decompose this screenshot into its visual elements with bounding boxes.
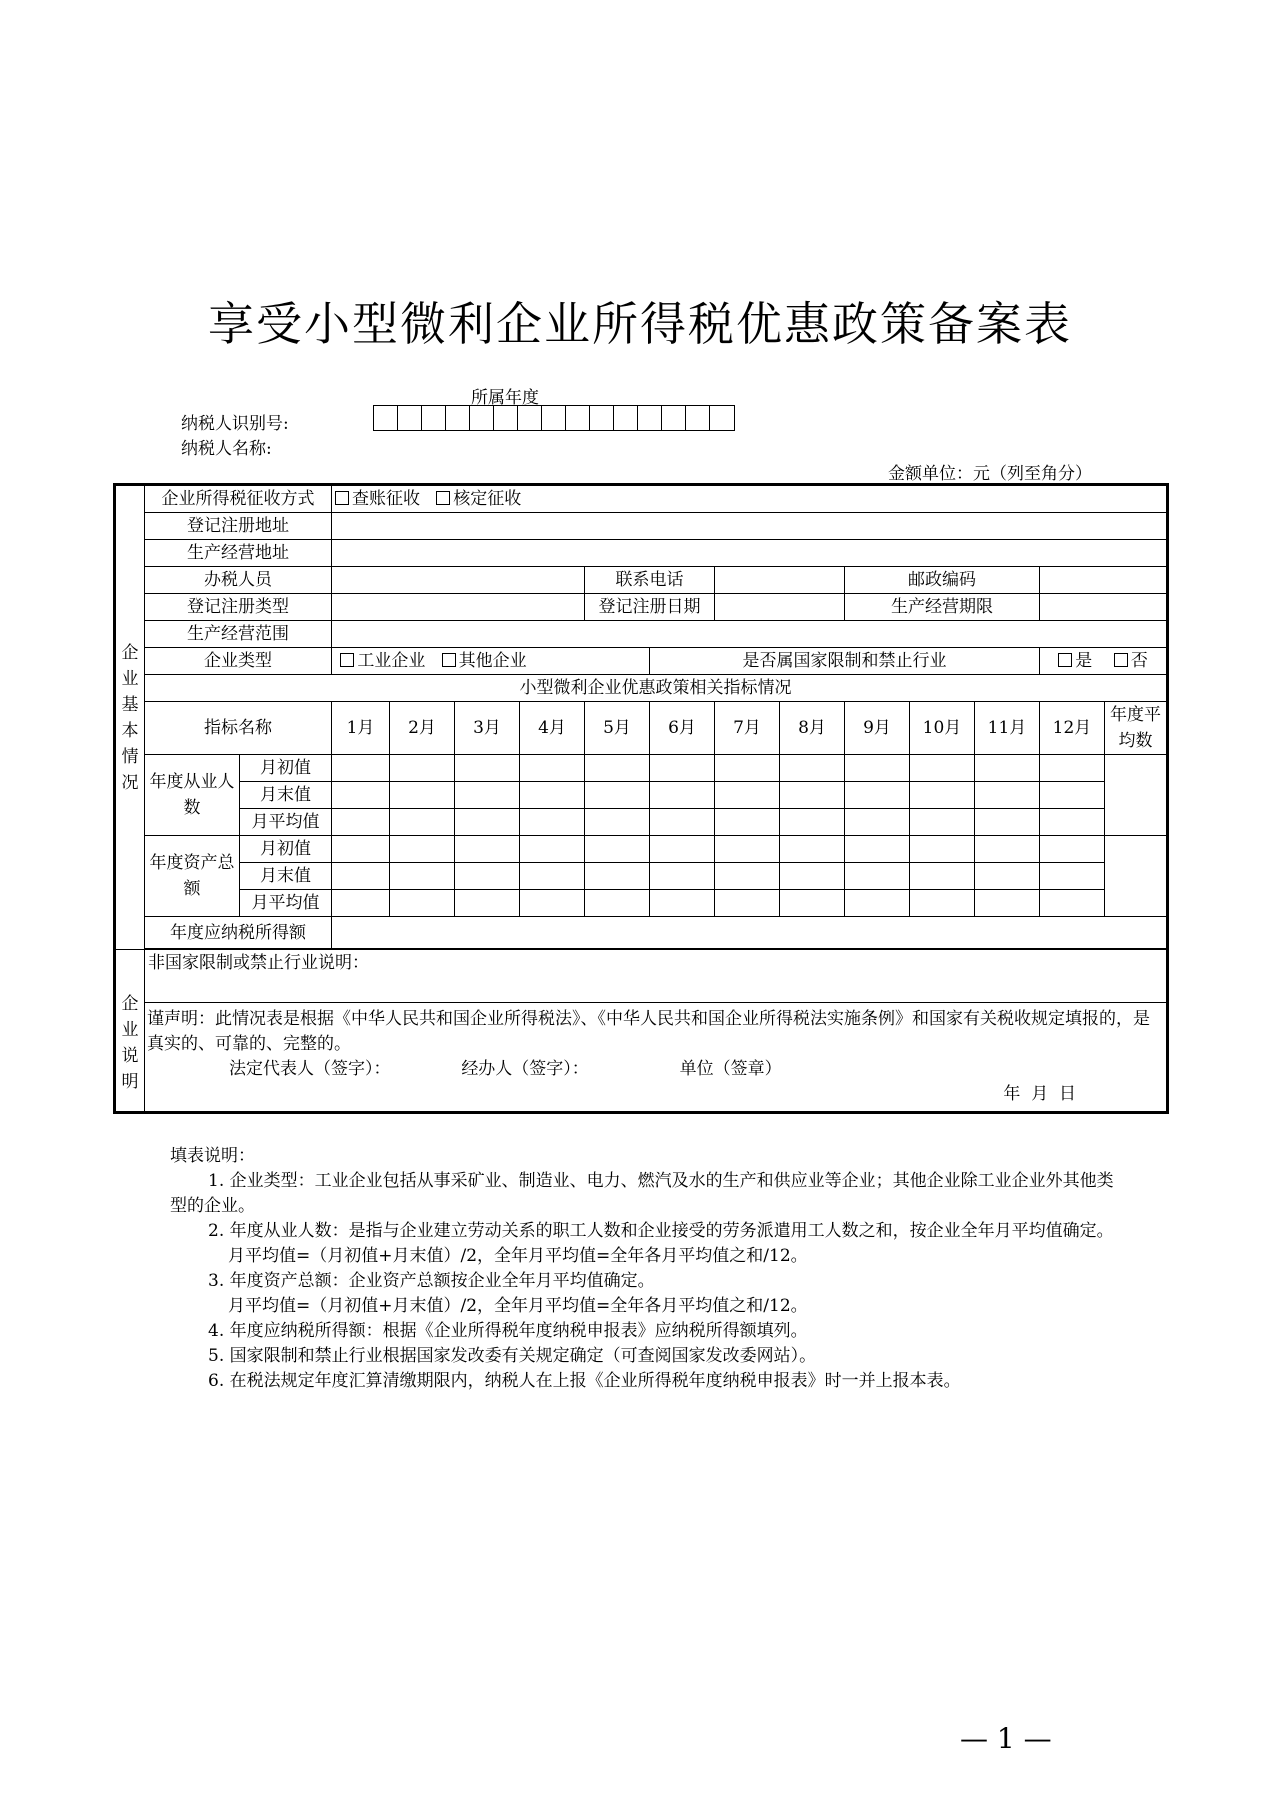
month-avg-label: 月平均值 — [240, 890, 332, 917]
note-4: 4. 年度应纳税所得额：根据《企业所得税年度纳税申报表》应纳税所得额填列。 — [208, 1321, 808, 1341]
month-avg-label: 月平均值 — [240, 809, 332, 836]
month-header: 6月 — [650, 702, 715, 755]
reg-address-field[interactable] — [332, 513, 1168, 540]
filing-table — [113, 483, 1169, 1114]
tax-officer-label: 办税人员 — [145, 567, 332, 594]
indicator-section-title: 小型微利企业优惠政策相关指标情况 — [145, 675, 1168, 702]
reg-date-field[interactable] — [715, 594, 845, 621]
collection-method-options — [332, 485, 1168, 513]
month-header: 4月 — [520, 702, 585, 755]
month-header: 9月 — [845, 702, 910, 755]
ent-type-options — [332, 648, 650, 675]
unit-seal[interactable]: 单位（签章） — [679, 1059, 782, 1079]
audit-checkbox[interactable]: 查账征收 — [335, 489, 420, 509]
filling-instructions — [170, 1144, 1130, 1394]
industrial-checkbox[interactable]: 工业企业 — [340, 651, 425, 671]
annual-avg-header: 年度平均数 — [1105, 702, 1168, 755]
date-line: 年 月 日 — [1003, 1084, 1077, 1104]
assets-label: 年度资产总额 — [145, 836, 240, 917]
taxpayer-id-boxes[interactable] — [373, 405, 735, 431]
page-number: — 1 — — [960, 1722, 1052, 1755]
note-3: 3. 年度资产总额：企业资产总额按企业全年月平均值确定。 — [208, 1271, 655, 1291]
employees-annual-avg[interactable] — [1105, 755, 1168, 836]
month-header: 2月 — [390, 702, 455, 755]
phone-field[interactable] — [715, 567, 845, 594]
note-6: 6. 在税法规定年度汇算清缴期限内，纳税人在上报《企业所得税年度纳税申报表》时一并上报本表。 — [208, 1371, 961, 1391]
biz-address-label: 生产经营地址 — [145, 540, 332, 567]
reg-address-label: 登记注册地址 — [145, 513, 332, 540]
reg-type-label: 登记注册类型 — [145, 594, 332, 621]
indicator-name-header: 指标名称 — [145, 702, 332, 755]
taxpayer-id-label: 纳税人识别号: — [181, 414, 289, 434]
amount-unit-label: 金额单位：元（列至角分） — [888, 464, 1092, 484]
month-header: 10月 — [910, 702, 975, 755]
month-header: 7月 — [715, 702, 780, 755]
month-header: 3月 — [455, 702, 520, 755]
month-end-label: 月末值 — [240, 782, 332, 809]
month-header: 8月 — [780, 702, 845, 755]
ent-type-label: 企业类型 — [145, 648, 332, 675]
assets-annual-avg[interactable] — [1105, 836, 1168, 917]
collection-method-label: 企业所得税征收方式 — [145, 485, 332, 513]
taxpayer-name-label: 纳税人名称: — [181, 439, 272, 459]
handler-sign[interactable]: 经办人（签字）： — [461, 1059, 589, 1079]
section-explanation: 企业说明 — [115, 950, 145, 1113]
postcode-label: 邮政编码 — [845, 567, 1040, 594]
month-begin-label: 月初值 — [240, 755, 332, 782]
page-title: 享受小型微利企业所得税优惠政策备案表 — [208, 297, 1072, 351]
note-3b: 月平均值=（月初值+月末值）/2，全年月平均值=全年各月平均值之和/12。 — [228, 1296, 808, 1316]
non-restricted-note[interactable]: 非国家限制或禁止行业说明： — [145, 950, 1168, 1003]
fixed-checkbox[interactable]: 核定征收 — [436, 489, 521, 509]
tax-officer-field[interactable] — [332, 567, 585, 594]
notes-heading: 填表说明： — [170, 1146, 255, 1166]
month-begin-label: 月初值 — [240, 836, 332, 863]
month-end-label: 月末值 — [240, 863, 332, 890]
reg-type-field[interactable] — [332, 594, 585, 621]
biz-address-field[interactable] — [332, 540, 1168, 567]
no-checkbox[interactable]: 否 — [1114, 651, 1148, 671]
employees-label: 年度从业人数 — [145, 755, 240, 836]
section-basic-info: 企业基本情况 — [115, 485, 145, 950]
legal-rep-sign[interactable]: 法定代表人（签字）： — [229, 1059, 391, 1079]
month-header: 11月 — [975, 702, 1040, 755]
postcode-field[interactable] — [1040, 567, 1168, 594]
month-header: 12月 — [1040, 702, 1105, 755]
declaration-cell — [145, 1003, 1168, 1113]
biz-scope-label: 生产经营范围 — [145, 621, 332, 648]
month-header: 5月 — [585, 702, 650, 755]
note-5: 5. 国家限制和禁止行业根据国家发改委有关规定确定（可查阅国家发改委网站）。 — [208, 1346, 817, 1366]
taxable-income-field[interactable] — [332, 917, 1168, 949]
restricted-question: 是否属国家限制和禁止行业 — [650, 648, 1040, 675]
reg-date-label: 登记注册日期 — [585, 594, 715, 621]
biz-period-label: 生产经营期限 — [845, 594, 1040, 621]
note-1: 1. 企业类型：工业企业包括从事采矿业、制造业、电力、燃汽及水的生产和供应业等企业；其他企业除工业企业外其他类型的企业。 — [170, 1171, 1114, 1216]
note-2b: 月平均值=（月初值+月末值）/2，全年月平均值=全年各月平均值之和/12。 — [228, 1246, 808, 1266]
year-label: 所属年度 — [471, 388, 539, 408]
month-header: 1月 — [332, 702, 390, 755]
yes-checkbox[interactable]: 是 — [1058, 651, 1092, 671]
taxable-income-label: 年度应纳税所得额 — [145, 917, 332, 949]
phone-label: 联系电话 — [585, 567, 715, 594]
other-ent-checkbox[interactable]: 其他企业 — [442, 651, 527, 671]
biz-scope-field[interactable] — [332, 621, 1168, 648]
restricted-options — [1040, 648, 1168, 675]
note-2: 2. 年度从业人数：是指与企业建立劳动关系的职工人数和企业接受的劳务派遣用工人数之和，按企业全年月平均值确定。 — [208, 1221, 1114, 1241]
biz-period-field[interactable] — [1040, 594, 1168, 621]
declaration-text: 谨声明：此情况表是根据《中华人民共和国企业所得税法》、《中华人民共和国企业所得税法实施条例》和国家有关税收规定填报的，是真实的、可靠的、完整的。 — [147, 1009, 1150, 1054]
